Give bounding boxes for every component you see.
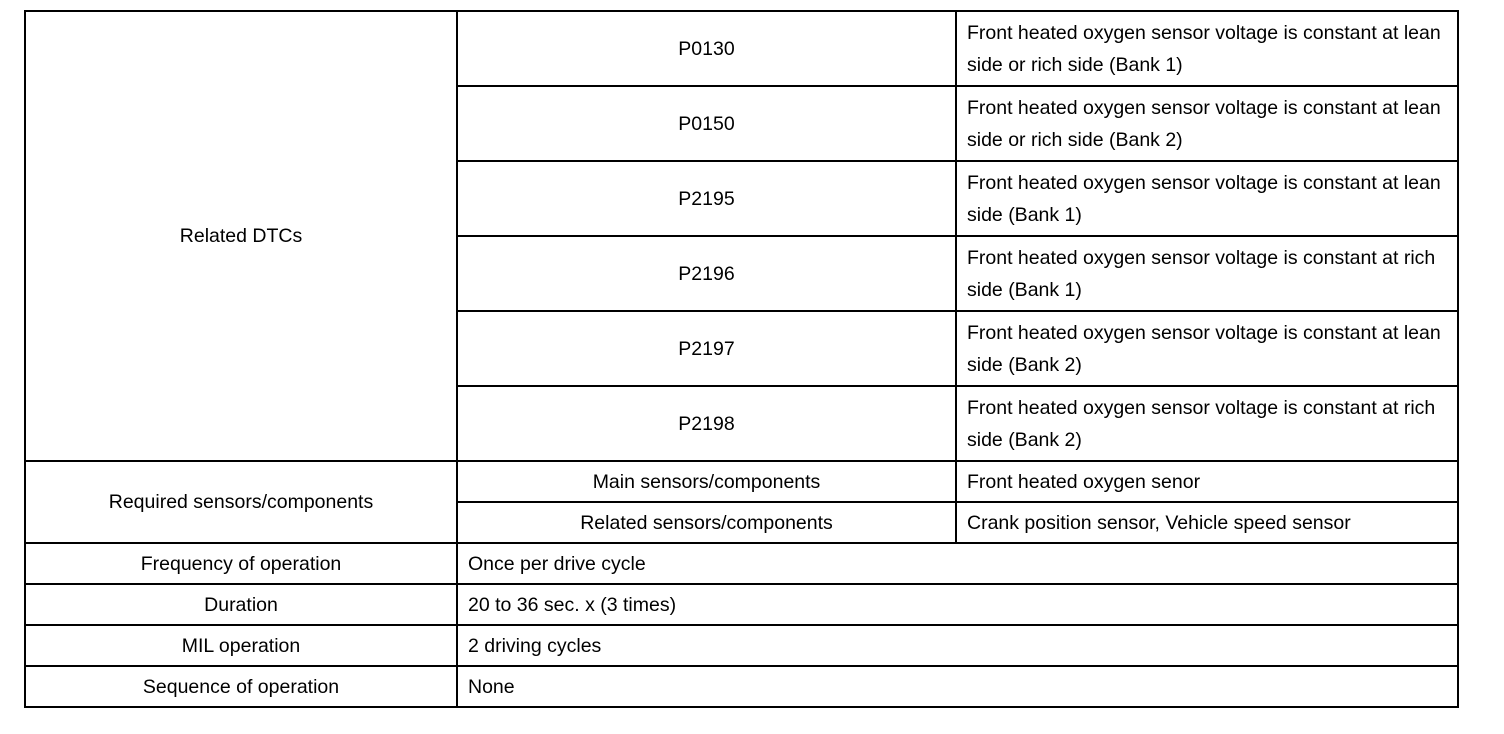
- frequency-label: Frequency of operation: [25, 543, 457, 584]
- dtc-description: Front heated oxygen sensor voltage is constant at rich side (Bank 2): [956, 386, 1458, 461]
- duration-label: Duration: [25, 584, 457, 625]
- sequence-value: None: [457, 666, 1458, 707]
- related-sensors-value: Crank position sensor, Vehicle speed sensor: [956, 502, 1458, 543]
- duration-row: [25, 584, 1458, 625]
- main-sensors-label: Main sensors/components: [457, 461, 956, 502]
- mil-operation-label: MIL operation: [25, 625, 457, 666]
- frequency-row: [25, 543, 1458, 584]
- dtc-code: P2196: [457, 236, 956, 311]
- dtc-description: Front heated oxygen sensor voltage is constant at lean side (Bank 1): [956, 161, 1458, 236]
- required-sensors-label: Required sensors/components: [25, 461, 457, 543]
- mil-operation-value: 2 driving cycles: [457, 625, 1458, 666]
- main-sensors-row: [25, 461, 1458, 502]
- dtc-code: P0130: [457, 11, 956, 86]
- frequency-value: Once per drive cycle: [457, 543, 1458, 584]
- main-sensors-value: Front heated oxygen senor: [956, 461, 1458, 502]
- duration-value: 20 to 36 sec. x (3 times): [457, 584, 1458, 625]
- dtc-code: P0150: [457, 86, 956, 161]
- dtc-row-p0130: [25, 11, 1458, 86]
- dtc-description: Front heated oxygen sensor voltage is constant at rich side (Bank 1): [956, 236, 1458, 311]
- dtc-spec-table: [24, 10, 1459, 708]
- dtc-description: Front heated oxygen sensor voltage is constant at lean side (Bank 2): [956, 311, 1458, 386]
- dtc-code: P2197: [457, 311, 956, 386]
- sequence-row: [25, 666, 1458, 707]
- sequence-label: Sequence of operation: [25, 666, 457, 707]
- dtc-description: Front heated oxygen sensor voltage is constant at lean side or rich side (Bank 2): [956, 86, 1458, 161]
- related-sensors-label: Related sensors/components: [457, 502, 956, 543]
- dtc-code: P2198: [457, 386, 956, 461]
- related-dtcs-label: Related DTCs: [25, 11, 457, 461]
- dtc-code: P2195: [457, 161, 956, 236]
- dtc-description: Front heated oxygen sensor voltage is constant at lean side or rich side (Bank 1): [956, 11, 1458, 86]
- mil-operation-row: [25, 625, 1458, 666]
